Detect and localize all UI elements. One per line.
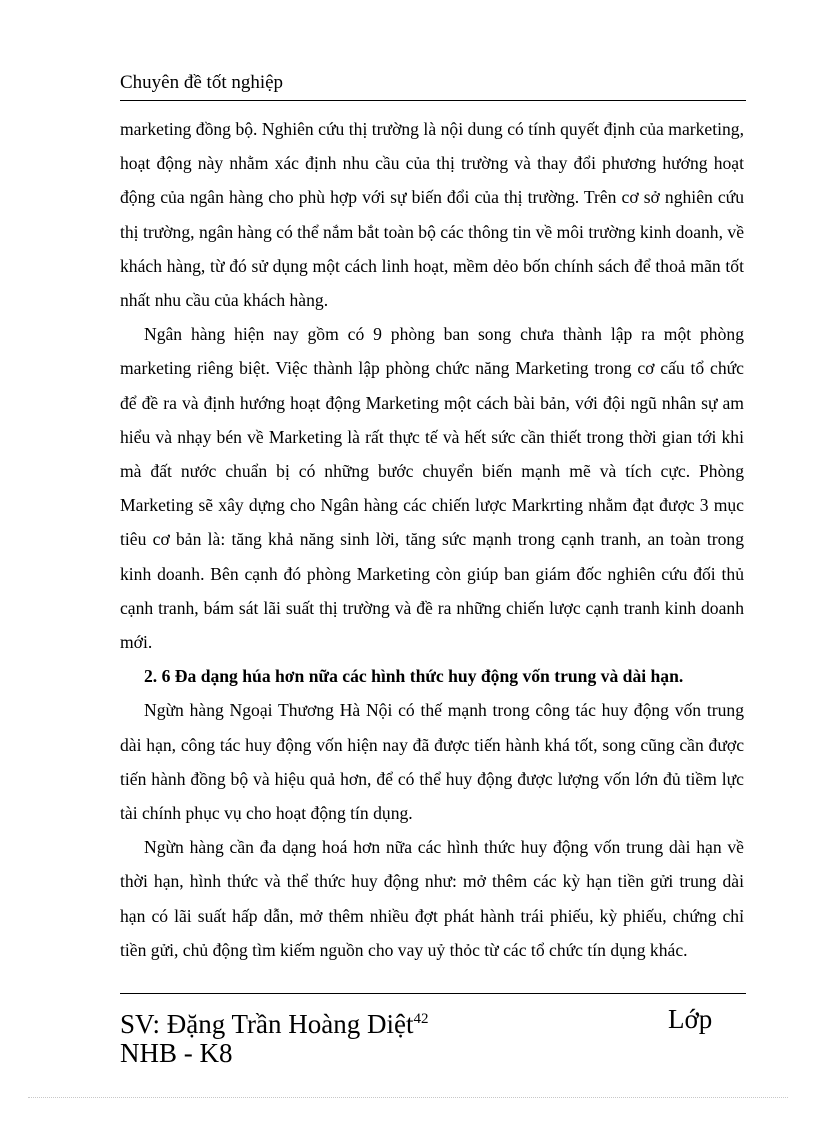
document-body [120, 112, 744, 967]
header-divider [120, 100, 746, 101]
page-bottom-separator [28, 1097, 788, 1098]
student-name: SV: Đặng Trần Hoàng Diệt [120, 1009, 414, 1039]
footer-divider [120, 993, 746, 994]
paragraph-2: Ngân hàng hiện nay gồm có 9 phòng ban song chưa thành lập ra một phòng marketing riêng biệt. Việc thành lập phòng chức năng Marketing trong cơ cấu tổ chức để đề ra và định hướng hoạt động Marketing một cách bài bản, với đội ngũ nhân sự am hiểu và nhạy bén về Marketing là rất thực tế và hết sức cần thiết trong thời gian tới khi mà đất nước chuẩn bị có những bước chuyển biến mạnh mẽ và tích cực. Phòng Marketing sẽ xây dựng cho Ngân hàng các chiến lược Markrting nhằm đạt được 3 mục tiêu cơ bản là: tăng khả năng sinh lời, tăng sức mạnh trong cạnh tranh, an toàn trong kinh doanh. Bên cạnh đó phòng Marketing còn giúp ban giám đốc nghiên cứu đối thủ cạnh tranh, bám sát lãi suất thị trường và đề ra những chiến lược cạnh tranh kinh doanh mới. [120, 324, 744, 653]
paragraph-1: marketing đồng bộ. Nghiên cứu thị trường là nội dung có tính quyết định của marketing, hoạt động này nhằm xác định nhu cầu của thị trường và thay đổi phương hướng hoạt động của ngân hàng cho phù hợp với sự biến đổi của thị trường. Trên cơ sở nghiên cứu thị trường, ngân hàng có thể nắm bắt toàn bộ các thông tin về môi trường kinh doanh, về khách hàng, từ đó sử dụng một cách linh hoạt, mềm dẻo bốn chính sách để thoả mãn tốt nhất nhu cầu của khách hàng. [120, 119, 745, 311]
page-header: Chuyên đề tốt nghiệp [120, 72, 284, 93]
paragraph-4: Ngừn hàng cần đa dạng hoá hơn nữa các hình thức huy động vốn trung dài hạn về thời hạn, hình thức và thể thức huy động như: mở thêm các kỳ hạn tiền gửi trung dài hạn có lãi suất hấp dẫn, mở thêm nhiều đợt phát hành trái phiếu, kỳ phiếu, chứng chỉ tiền gửi, chủ động tìm kiếm nguồn cho vay uỷ thỏc từ các tổ chức tín dụng khác. [120, 837, 744, 960]
paragraph-3: Ngừn hàng Ngoại Thương Hà Nội có thế mạnh trong công tác huy động vốn trung dài hạn, công tác huy động vốn hiện nay đã được tiến hành khá tốt, song cũng cần được tiến hành đồng bộ và hiệu quả hơn, để có thể huy động được lượng vốn lớn đủ tiềm lực tài chính phục vụ cho hoạt động tín dụng. [120, 700, 744, 824]
footer-class-label: Lớp [668, 1004, 713, 1034]
section-heading: 2. 6 Đa dạng húa hơn nữa các hình thức huy động vốn trung và dài hạn. [144, 666, 684, 687]
footer-class-name: NHB - K8 [120, 1038, 233, 1068]
page-number: 42 [413, 1011, 429, 1027]
